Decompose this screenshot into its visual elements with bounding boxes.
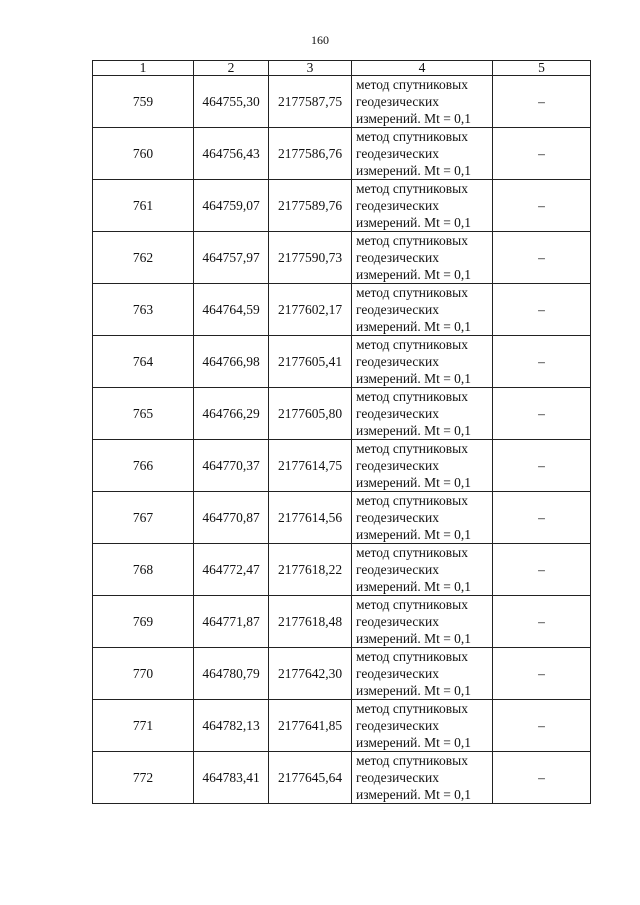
x-coordinate-cell: 464766,29 bbox=[194, 388, 269, 440]
method-line: измерений. Mt = 0,1 bbox=[356, 111, 472, 126]
x-coordinate-cell: 464757,97 bbox=[194, 232, 269, 284]
column-5-cell: – bbox=[493, 492, 591, 544]
method-line: геодезических bbox=[356, 354, 439, 369]
y-coordinate-cell: 2177645,64 bbox=[269, 752, 352, 804]
column-header-2: 2 bbox=[194, 61, 269, 76]
method-cell bbox=[352, 232, 493, 284]
method-line: геодезических bbox=[356, 510, 439, 525]
y-coordinate-cell: 2177602,17 bbox=[269, 284, 352, 336]
column-header-1: 1 bbox=[93, 61, 194, 76]
coordinates-table bbox=[92, 60, 591, 804]
method-line: метод спутниковых bbox=[356, 493, 468, 508]
method-line: геодезических bbox=[356, 146, 439, 161]
x-coordinate-cell: 464759,07 bbox=[194, 180, 269, 232]
column-5-cell: – bbox=[493, 752, 591, 804]
method-line: метод спутниковых bbox=[356, 233, 468, 248]
point-number-cell: 762 bbox=[93, 232, 194, 284]
method-line: измерений. Mt = 0,1 bbox=[356, 527, 472, 542]
column-5-cell: – bbox=[493, 440, 591, 492]
method-line: геодезических bbox=[356, 614, 439, 629]
method-line: измерений. Mt = 0,1 bbox=[356, 163, 472, 178]
method-line: метод спутниковых bbox=[356, 181, 468, 196]
page-number: 160 bbox=[311, 33, 329, 47]
column-5-cell: – bbox=[493, 700, 591, 752]
table-row bbox=[93, 284, 591, 336]
method-line: метод спутниковых bbox=[356, 649, 468, 664]
table-row bbox=[93, 492, 591, 544]
method-line: измерений. Mt = 0,1 bbox=[356, 371, 472, 386]
table-row bbox=[93, 76, 591, 128]
y-coordinate-cell: 2177618,48 bbox=[269, 596, 352, 648]
method-line: метод спутниковых bbox=[356, 285, 468, 300]
method-cell bbox=[352, 284, 493, 336]
x-coordinate-cell: 464780,79 bbox=[194, 648, 269, 700]
point-number-cell: 765 bbox=[93, 388, 194, 440]
method-cell bbox=[352, 700, 493, 752]
table-header bbox=[93, 61, 591, 76]
point-number-cell: 771 bbox=[93, 700, 194, 752]
y-coordinate-cell: 2177642,30 bbox=[269, 648, 352, 700]
y-coordinate-cell: 2177605,41 bbox=[269, 336, 352, 388]
y-coordinate-cell: 2177605,80 bbox=[269, 388, 352, 440]
method-line: геодезических bbox=[356, 770, 439, 785]
y-coordinate-cell: 2177614,56 bbox=[269, 492, 352, 544]
point-number-cell: 770 bbox=[93, 648, 194, 700]
method-line: измерений. Mt = 0,1 bbox=[356, 683, 472, 698]
point-number-cell: 772 bbox=[93, 752, 194, 804]
method-cell bbox=[352, 544, 493, 596]
column-5-cell: – bbox=[493, 76, 591, 128]
table-row bbox=[93, 648, 591, 700]
x-coordinate-cell: 464772,47 bbox=[194, 544, 269, 596]
method-line: измерений. Mt = 0,1 bbox=[356, 423, 472, 438]
method-line: метод спутниковых bbox=[356, 753, 468, 768]
method-line: метод спутниковых bbox=[356, 545, 468, 560]
column-5-cell: – bbox=[493, 648, 591, 700]
method-cell bbox=[352, 596, 493, 648]
column-5-cell: – bbox=[493, 596, 591, 648]
x-coordinate-cell: 464755,30 bbox=[194, 76, 269, 128]
method-cell bbox=[352, 752, 493, 804]
x-coordinate-cell: 464764,59 bbox=[194, 284, 269, 336]
table-row bbox=[93, 388, 591, 440]
point-number-cell: 769 bbox=[93, 596, 194, 648]
method-line: геодезических bbox=[356, 198, 439, 213]
y-coordinate-cell: 2177587,75 bbox=[269, 76, 352, 128]
column-5-cell: – bbox=[493, 336, 591, 388]
method-line: измерений. Mt = 0,1 bbox=[356, 475, 472, 490]
method-cell bbox=[352, 128, 493, 180]
table-row bbox=[93, 544, 591, 596]
method-line: геодезических bbox=[356, 666, 439, 681]
method-cell bbox=[352, 648, 493, 700]
y-coordinate-cell: 2177614,75 bbox=[269, 440, 352, 492]
column-5-cell: – bbox=[493, 232, 591, 284]
table-row bbox=[93, 232, 591, 284]
column-header-5: 5 bbox=[493, 61, 591, 76]
x-coordinate-cell: 464782,13 bbox=[194, 700, 269, 752]
point-number-cell: 767 bbox=[93, 492, 194, 544]
table-row bbox=[93, 700, 591, 752]
column-5-cell: – bbox=[493, 388, 591, 440]
method-line: геодезических bbox=[356, 302, 439, 317]
table-row bbox=[93, 180, 591, 232]
method-line: метод спутниковых bbox=[356, 129, 468, 144]
x-coordinate-cell: 464771,87 bbox=[194, 596, 269, 648]
method-line: измерений. Mt = 0,1 bbox=[356, 787, 472, 802]
table-row bbox=[93, 752, 591, 804]
method-line: метод спутниковых bbox=[356, 701, 468, 716]
x-coordinate-cell: 464766,98 bbox=[194, 336, 269, 388]
point-number-cell: 766 bbox=[93, 440, 194, 492]
method-line: измерений. Mt = 0,1 bbox=[356, 735, 472, 750]
table-row bbox=[93, 596, 591, 648]
point-number-cell: 764 bbox=[93, 336, 194, 388]
method-line: метод спутниковых bbox=[356, 337, 468, 352]
method-line: геодезических bbox=[356, 562, 439, 577]
point-number-cell: 763 bbox=[93, 284, 194, 336]
method-line: геодезических bbox=[356, 250, 439, 265]
table-body bbox=[93, 76, 591, 804]
column-header-3: 3 bbox=[269, 61, 352, 76]
table-row bbox=[93, 128, 591, 180]
method-line: метод спутниковых bbox=[356, 441, 468, 456]
method-line: геодезических bbox=[356, 406, 439, 421]
point-number-cell: 761 bbox=[93, 180, 194, 232]
y-coordinate-cell: 2177589,76 bbox=[269, 180, 352, 232]
table-row bbox=[93, 336, 591, 388]
method-cell bbox=[352, 492, 493, 544]
method-line: геодезических bbox=[356, 94, 439, 109]
x-coordinate-cell: 464783,41 bbox=[194, 752, 269, 804]
column-5-cell: – bbox=[493, 128, 591, 180]
method-cell bbox=[352, 336, 493, 388]
x-coordinate-cell: 464756,43 bbox=[194, 128, 269, 180]
method-cell bbox=[352, 388, 493, 440]
y-coordinate-cell: 2177586,76 bbox=[269, 128, 352, 180]
method-line: метод спутниковых bbox=[356, 597, 468, 612]
method-line: измерений. Mt = 0,1 bbox=[356, 215, 472, 230]
point-number-cell: 768 bbox=[93, 544, 194, 596]
x-coordinate-cell: 464770,37 bbox=[194, 440, 269, 492]
y-coordinate-cell: 2177590,73 bbox=[269, 232, 352, 284]
method-cell bbox=[352, 440, 493, 492]
method-line: метод спутниковых bbox=[356, 389, 468, 404]
column-5-cell: – bbox=[493, 180, 591, 232]
method-cell bbox=[352, 76, 493, 128]
method-line: геодезических bbox=[356, 458, 439, 473]
x-coordinate-cell: 464770,87 bbox=[194, 492, 269, 544]
method-line: измерений. Mt = 0,1 bbox=[356, 319, 472, 334]
method-line: измерений. Mt = 0,1 bbox=[356, 631, 472, 646]
table-row bbox=[93, 440, 591, 492]
column-5-cell: – bbox=[493, 284, 591, 336]
point-number-cell: 759 bbox=[93, 76, 194, 128]
column-5-cell: – bbox=[493, 544, 591, 596]
method-line: метод спутниковых bbox=[356, 77, 468, 92]
y-coordinate-cell: 2177641,85 bbox=[269, 700, 352, 752]
column-header-4: 4 bbox=[352, 61, 493, 76]
method-cell bbox=[352, 180, 493, 232]
method-line: геодезических bbox=[356, 718, 439, 733]
header-row bbox=[93, 61, 591, 76]
method-line: измерений. Mt = 0,1 bbox=[356, 579, 472, 594]
method-line: измерений. Mt = 0,1 bbox=[356, 267, 472, 282]
y-coordinate-cell: 2177618,22 bbox=[269, 544, 352, 596]
point-number-cell: 760 bbox=[93, 128, 194, 180]
